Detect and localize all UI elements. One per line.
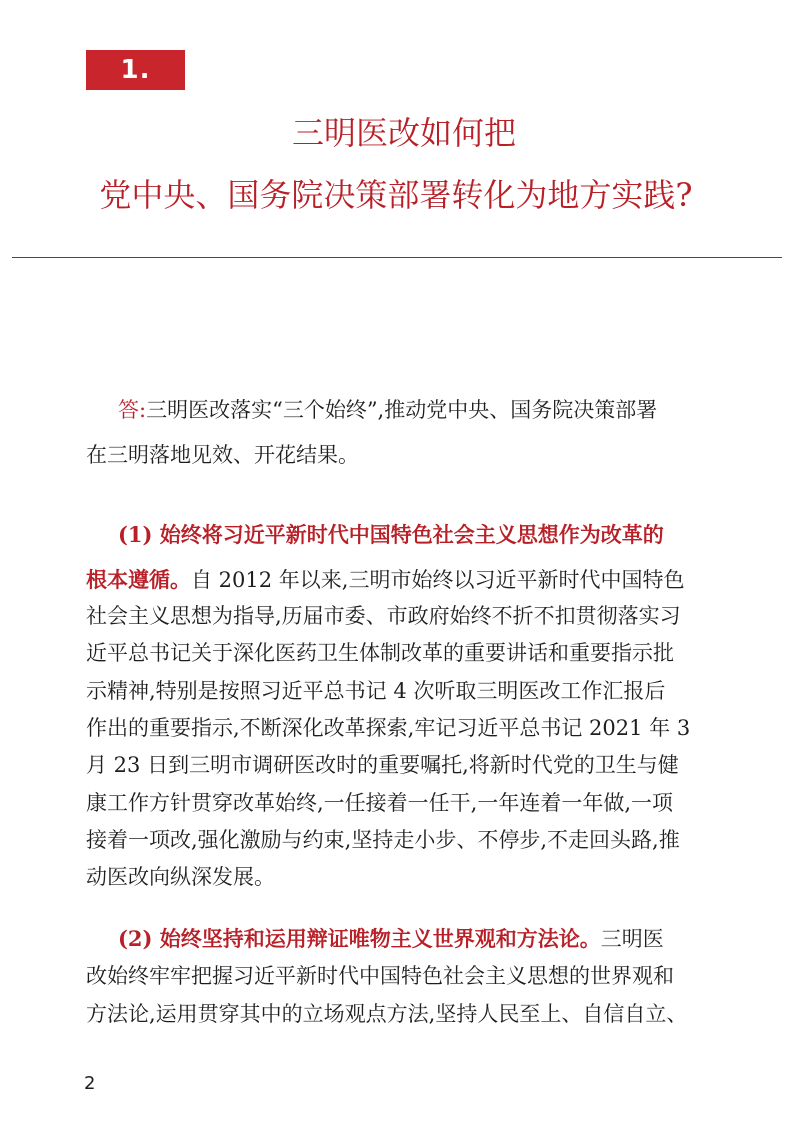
point-1-heading: (1) 始终将习近平新时代中国特色社会主义思想作为改革的 bbox=[118, 522, 664, 547]
point-2-line-1 bbox=[118, 925, 664, 953]
paragraph-line: 康工作方针贯穿改革始终,一任接着一任干,一年连着一年做,一项 bbox=[86, 791, 674, 815]
answer-prefix: 答: bbox=[118, 398, 147, 422]
answer-line-1 bbox=[118, 396, 657, 424]
paragraph-line: 接着一项改,强化激励与约束,坚持走小步、不停步,不走回头路,推 bbox=[86, 828, 680, 852]
paragraph-line: 作出的重要指示,不断深化改革探索,牢记习近平总书记 2021 年 3 bbox=[86, 716, 691, 740]
answer-line-2: 在三明落地见效、开花结果。 bbox=[86, 443, 359, 467]
paragraph-line: 近平总书记关于深化医药卫生体制改革的重要讲话和重要指示批 bbox=[86, 641, 674, 665]
question-title-line-1: 三明医改如何把 bbox=[291, 114, 516, 152]
point-1-heading-end: 根本遵循。 bbox=[86, 567, 191, 592]
point-2-heading: (2) 始终坚持和运用辩证唯物主义世界观和方法论。 bbox=[118, 926, 601, 951]
point-1-line-2 bbox=[86, 566, 684, 594]
paragraph-line: 动医改向纵深发展。 bbox=[86, 865, 275, 889]
section-number-badge bbox=[86, 50, 185, 90]
paragraph-line: 方法论,运用贯穿其中的立场观点方法,坚持人民至上、自信自立、 bbox=[86, 1002, 688, 1026]
paragraph-line: 月 23 日到三明市调研医改时的重要嘱托,将新时代党的卫生与健 bbox=[86, 753, 679, 777]
point-1-text-start: 自 2012 年以来,三明市始终以习近平新时代中国特色 bbox=[191, 568, 685, 592]
page-number: 2 bbox=[84, 1073, 96, 1094]
point-2-text-start: 三明医 bbox=[600, 927, 664, 951]
paragraph-line: 改始终牢牢把握习近平新时代中国特色社会主义思想的世界观和 bbox=[86, 964, 674, 988]
paragraph-line: 示精神,特别是按照习近平总书记 4 次听取三明医改工作汇报后 bbox=[86, 679, 666, 703]
question-title-line-2: 党中央、国务院决策部署转化为地方实践? bbox=[99, 176, 693, 214]
answer-text-1: 三明医改落实“三个始终”,推动党中央、国务院决策部署 bbox=[146, 398, 658, 422]
title-divider bbox=[12, 257, 782, 258]
section-number: 1. bbox=[120, 55, 151, 85]
paragraph-line: 社会主义思想为指导,历届市委、市政府始终不折不扣贯彻落实习 bbox=[86, 604, 681, 628]
